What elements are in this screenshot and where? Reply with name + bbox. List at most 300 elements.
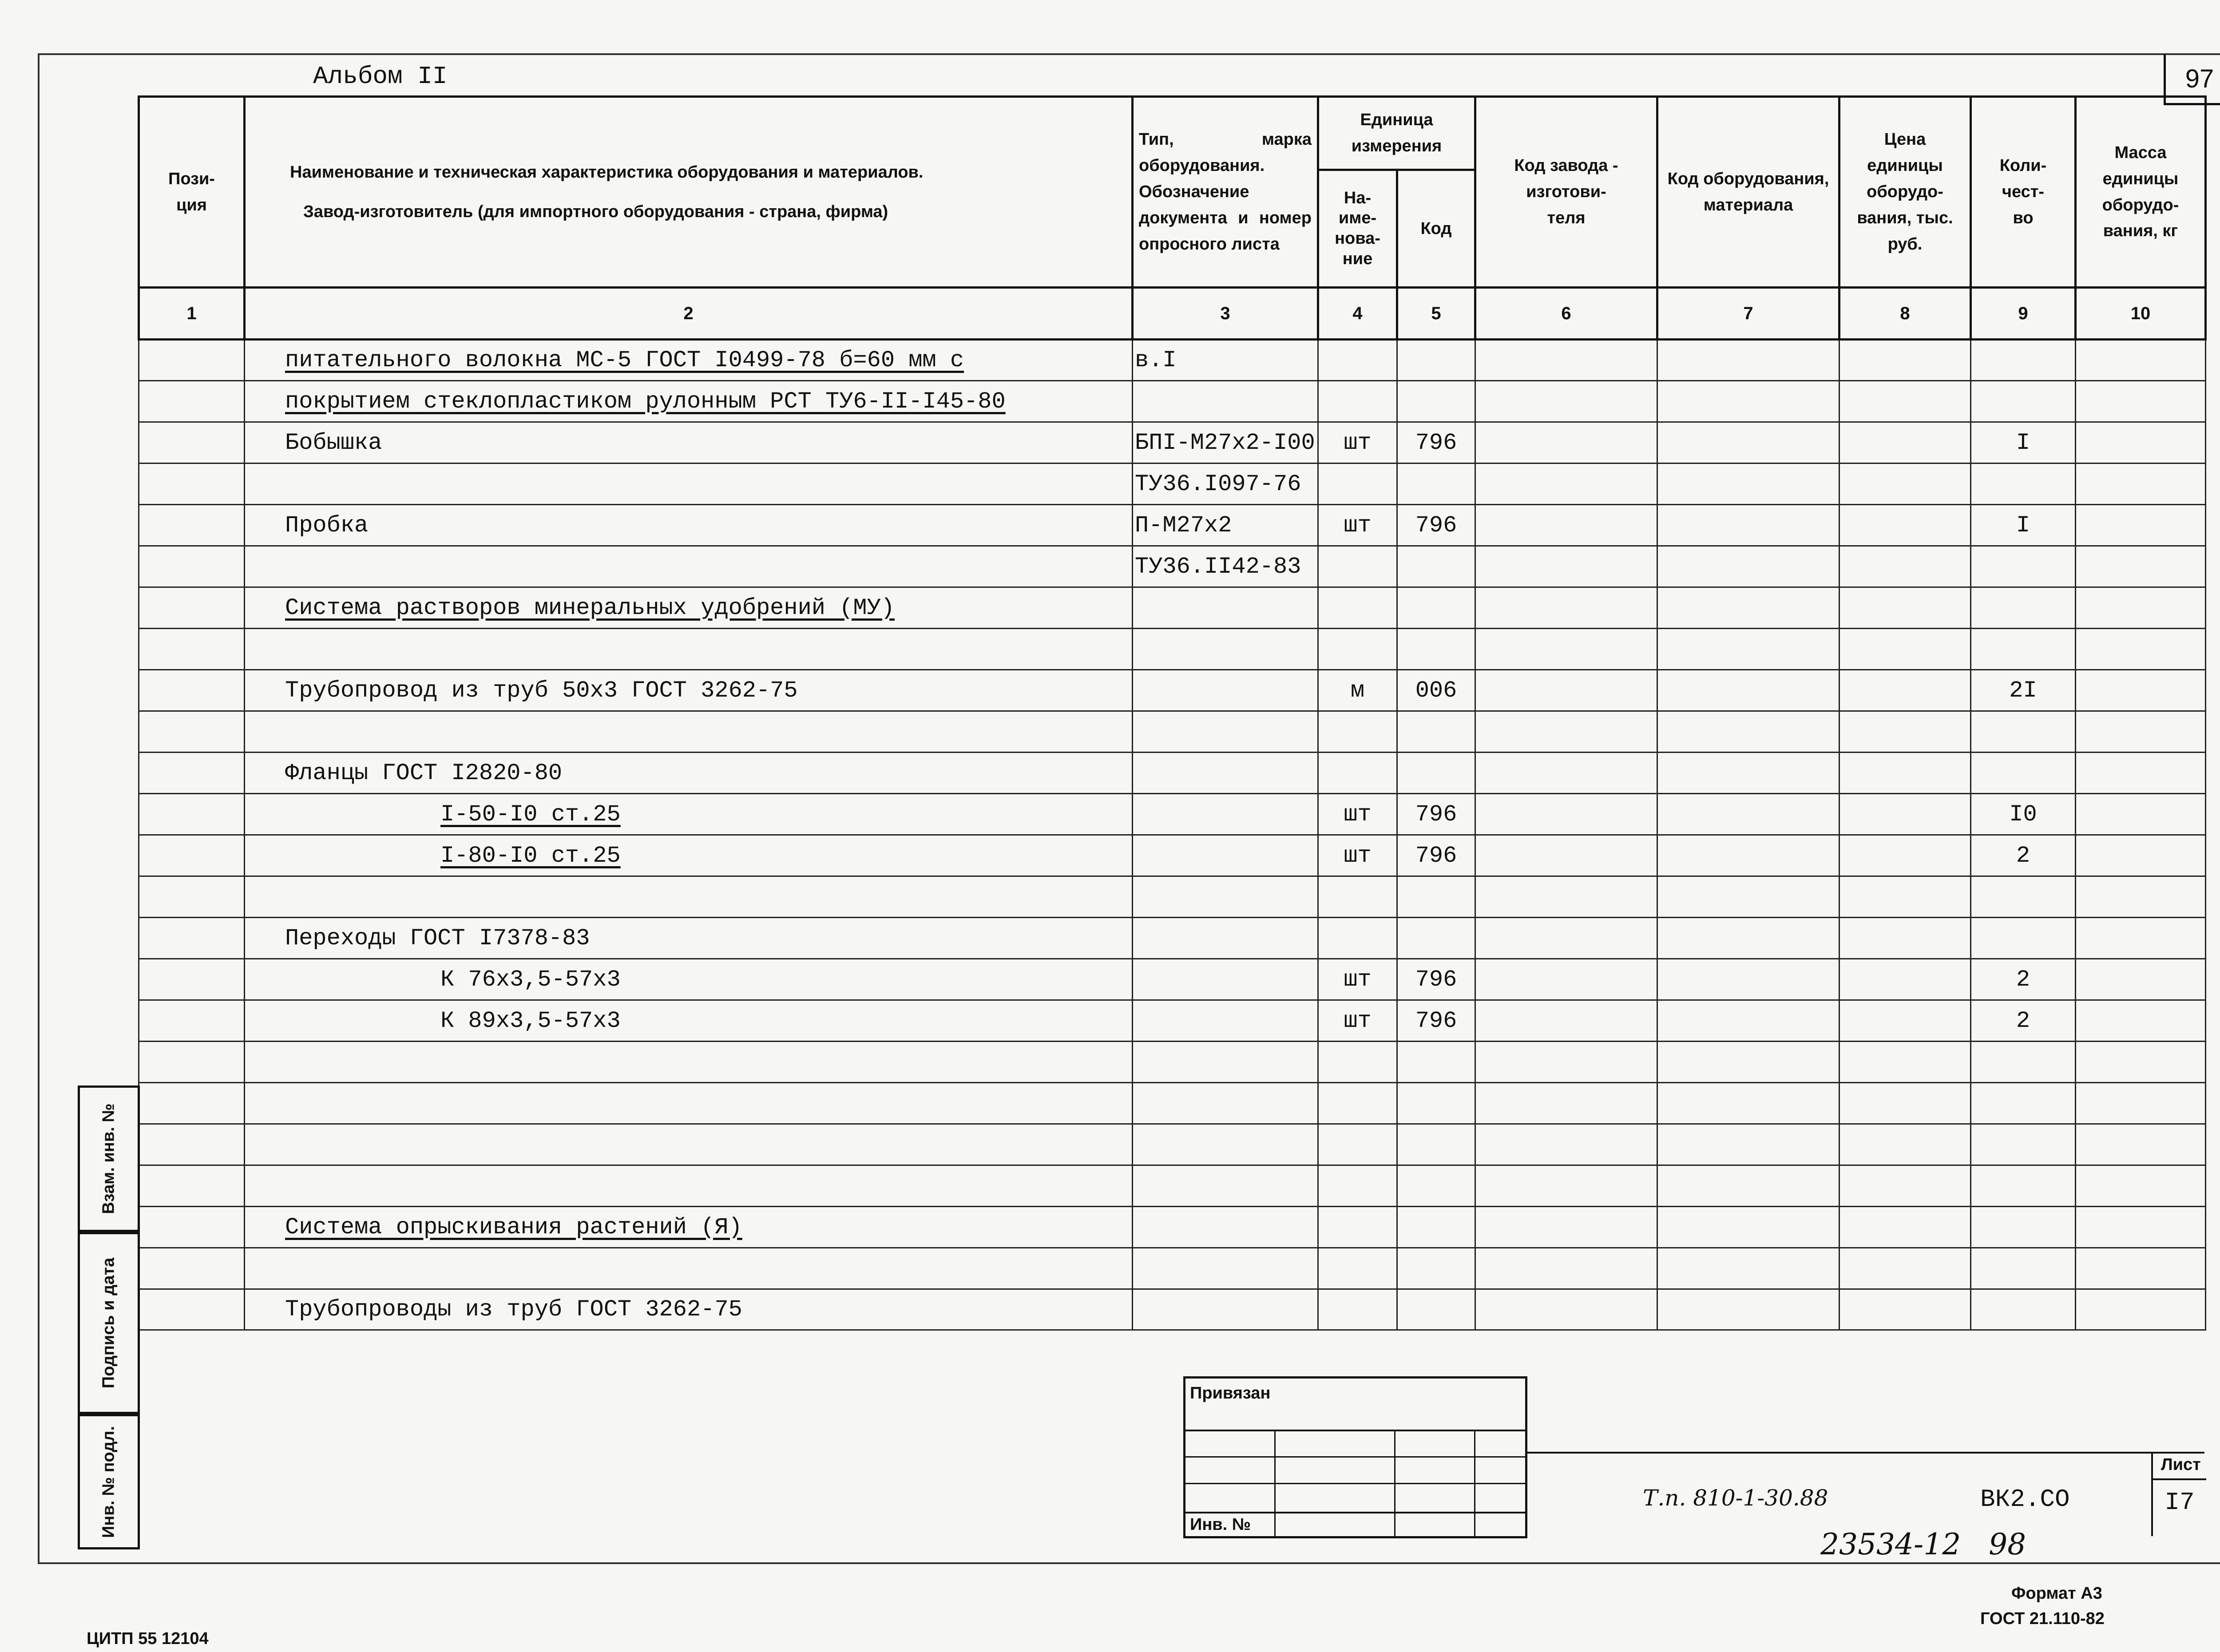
row-factory-code <box>1475 1289 1657 1330</box>
header-unit-code: Код <box>1397 170 1475 288</box>
row-unit <box>1318 629 1397 670</box>
row-mass <box>2076 546 2206 587</box>
row-name: I-50-I0 ст.25 <box>245 794 1133 835</box>
row-equipment-code <box>1657 587 1839 629</box>
row-factory-code <box>1475 587 1657 629</box>
row-name <box>245 546 1133 587</box>
row-factory-code <box>1475 1207 1657 1248</box>
row-price <box>1839 1124 1971 1165</box>
row-quantity <box>1971 1207 2076 1248</box>
row-mass <box>2076 1207 2206 1248</box>
specification-table <box>138 95 2207 1331</box>
row-unit: шт <box>1318 1000 1397 1042</box>
row-unit-code: 796 <box>1397 505 1475 546</box>
row-type <box>1133 876 1318 918</box>
row-factory-code <box>1475 1165 1657 1207</box>
row-mass <box>2076 959 2206 1000</box>
table-row <box>139 629 2206 670</box>
header-mass: Масса единицы оборудо- вания, кг <box>2076 97 2206 288</box>
row-equipment-code <box>1657 794 1839 835</box>
row-quantity <box>1971 1165 2076 1207</box>
row-unit-code <box>1397 753 1475 794</box>
row-price <box>1839 340 1971 381</box>
row-price <box>1839 629 1971 670</box>
row-factory-code <box>1475 629 1657 670</box>
row-factory-code <box>1475 1042 1657 1083</box>
side-label-replacement: Взам. инв. № <box>78 1085 140 1232</box>
row-position <box>139 1000 245 1042</box>
row-name <box>245 1083 1133 1124</box>
row-mass <box>2076 1248 2206 1289</box>
row-unit: шт <box>1318 794 1397 835</box>
row-position <box>139 381 245 422</box>
row-quantity <box>1971 1083 2076 1124</box>
row-quantity <box>1971 918 2076 959</box>
row-unit-code <box>1397 711 1475 753</box>
row-mass <box>2076 381 2206 422</box>
row-factory-code <box>1475 422 1657 464</box>
row-name: К 76х3,5-57х3 <box>245 959 1133 1000</box>
row-factory-code <box>1475 835 1657 876</box>
row-equipment-code <box>1657 1207 1839 1248</box>
row-unit-code <box>1397 1248 1475 1289</box>
row-type <box>1133 1289 1318 1330</box>
row-price <box>1839 959 1971 1000</box>
table-row <box>139 918 2206 959</box>
row-unit-code: 796 <box>1397 1000 1475 1042</box>
table-row <box>139 1083 2206 1124</box>
row-equipment-code <box>1657 711 1839 753</box>
inventory-label: Инв. № <box>1190 1515 1251 1534</box>
header-name-line1: Наименование и техническая характеристика оборудования и материалов. <box>290 162 924 182</box>
table-row <box>139 753 2206 794</box>
row-type <box>1133 794 1318 835</box>
row-equipment-code <box>1657 546 1839 587</box>
row-quantity <box>1971 464 2076 505</box>
row-type <box>1133 587 1318 629</box>
row-type <box>1133 1207 1318 1248</box>
row-price <box>1839 670 1971 711</box>
row-quantity: 2I <box>1971 670 2076 711</box>
row-position <box>139 918 245 959</box>
table-row <box>139 1165 2206 1207</box>
row-type <box>1133 629 1318 670</box>
row-position <box>139 753 245 794</box>
sheet-label: Лист <box>2161 1455 2201 1474</box>
linked-label: Привязан <box>1190 1384 1271 1402</box>
row-unit: шт <box>1318 422 1397 464</box>
row-position <box>139 422 245 464</box>
handwritten-number: 23534-12 98 <box>1820 1527 2026 1561</box>
row-unit <box>1318 1042 1397 1083</box>
row-factory-code <box>1475 876 1657 918</box>
row-type <box>1133 1042 1318 1083</box>
row-equipment-code <box>1657 1289 1839 1330</box>
row-mass <box>2076 422 2206 464</box>
row-mass <box>2076 1000 2206 1042</box>
row-price <box>1839 505 1971 546</box>
row-name <box>245 711 1133 753</box>
title-block-line <box>1527 1452 2204 1454</box>
row-mass <box>2076 876 2206 918</box>
row-mass <box>2076 587 2206 629</box>
row-unit-code <box>1397 1083 1475 1124</box>
row-unit: шт <box>1318 835 1397 876</box>
table-row <box>139 711 2206 753</box>
row-mass <box>2076 505 2206 546</box>
row-quantity: I <box>1971 505 2076 546</box>
row-type <box>1133 918 1318 959</box>
row-quantity <box>1971 587 2076 629</box>
row-factory-code <box>1475 753 1657 794</box>
row-name <box>245 1042 1133 1083</box>
col-num-5: 5 <box>1397 288 1475 340</box>
row-type <box>1133 753 1318 794</box>
sheet-box <box>2151 1452 2206 1536</box>
table-row <box>139 422 2206 464</box>
row-equipment-code <box>1657 505 1839 546</box>
row-unit-code <box>1397 1289 1475 1330</box>
row-price <box>1839 1248 1971 1289</box>
table-row <box>139 670 2206 711</box>
row-price <box>1839 1000 1971 1042</box>
row-price <box>1839 1083 1971 1124</box>
row-unit <box>1318 587 1397 629</box>
table-row <box>139 1289 2206 1330</box>
row-unit <box>1318 546 1397 587</box>
row-position <box>139 546 245 587</box>
row-position <box>139 711 245 753</box>
row-name <box>245 464 1133 505</box>
row-mass <box>2076 1289 2206 1330</box>
row-name: Система растворов минеральных удобрений (МУ) <box>245 587 1133 629</box>
row-quantity <box>1971 546 2076 587</box>
row-name: Трубопровод из труб 50х3 ГОСТ 3262-75 <box>245 670 1133 711</box>
row-position <box>139 670 245 711</box>
row-price <box>1839 464 1971 505</box>
row-price <box>1839 794 1971 835</box>
row-unit-code: 796 <box>1397 959 1475 1000</box>
header-quantity: Коли- чест- во <box>1971 97 2076 288</box>
row-position <box>139 1289 245 1330</box>
row-quantity <box>1971 876 2076 918</box>
row-factory-code <box>1475 1124 1657 1165</box>
row-type: ТУ36.I097-76 <box>1133 464 1318 505</box>
row-factory-code <box>1475 794 1657 835</box>
row-equipment-code <box>1657 876 1839 918</box>
row-equipment-code <box>1657 1042 1839 1083</box>
header-type: Тип, марка оборудования. Обозначение документа и номер опросного листа <box>1133 97 1318 288</box>
header-unit: Единица измерения <box>1318 97 1475 170</box>
row-unit-code <box>1397 1042 1475 1083</box>
table-row <box>139 587 2206 629</box>
col-num-1: 1 <box>139 288 245 340</box>
row-quantity <box>1971 1042 2076 1083</box>
row-type <box>1133 711 1318 753</box>
row-equipment-code <box>1657 670 1839 711</box>
row-position <box>139 505 245 546</box>
row-equipment-code <box>1657 464 1839 505</box>
row-name: Система опрыскивания растений (Я) <box>245 1207 1133 1248</box>
row-name <box>245 1248 1133 1289</box>
row-position <box>139 1083 245 1124</box>
row-factory-code <box>1475 546 1657 587</box>
row-type: БПI-М27х2-I00 <box>1133 422 1318 464</box>
table-row <box>139 340 2206 381</box>
row-quantity <box>1971 1124 2076 1165</box>
row-price <box>1839 422 1971 464</box>
table-row <box>139 1207 2206 1248</box>
row-position <box>139 1124 245 1165</box>
row-mass <box>2076 1165 2206 1207</box>
row-position <box>139 835 245 876</box>
row-quantity <box>1971 1248 2076 1289</box>
table-row <box>139 1124 2206 1165</box>
row-position <box>139 1042 245 1083</box>
row-equipment-code <box>1657 918 1839 959</box>
row-unit <box>1318 1248 1397 1289</box>
row-name: Фланцы ГОСТ I2820-80 <box>245 753 1133 794</box>
row-unit-code <box>1397 876 1475 918</box>
row-unit-code: 006 <box>1397 670 1475 711</box>
col-num-9: 9 <box>1971 288 2076 340</box>
column-number-row <box>139 288 2206 340</box>
row-unit-code <box>1397 629 1475 670</box>
row-equipment-code <box>1657 1165 1839 1207</box>
row-factory-code <box>1475 918 1657 959</box>
row-unit <box>1318 340 1397 381</box>
header-equipment-code: Код оборудования, материала <box>1657 97 1839 288</box>
row-unit <box>1318 753 1397 794</box>
row-equipment-code <box>1657 753 1839 794</box>
row-equipment-code <box>1657 1000 1839 1042</box>
row-name: Переходы ГОСТ I7378-83 <box>245 918 1133 959</box>
row-position <box>139 1165 245 1207</box>
row-type: в.I <box>1133 340 1318 381</box>
row-factory-code <box>1475 381 1657 422</box>
row-unit <box>1318 1289 1397 1330</box>
row-quantity <box>1971 340 2076 381</box>
row-price <box>1839 587 1971 629</box>
row-name: Пробка <box>245 505 1133 546</box>
col-num-2: 2 <box>245 288 1133 340</box>
row-type <box>1133 670 1318 711</box>
row-name <box>245 1165 1133 1207</box>
row-unit-code <box>1397 340 1475 381</box>
row-mass <box>2076 629 2206 670</box>
row-unit <box>1318 711 1397 753</box>
row-price <box>1839 711 1971 753</box>
row-position <box>139 794 245 835</box>
row-mass <box>2076 340 2206 381</box>
row-equipment-code <box>1657 340 1839 381</box>
table-row <box>139 1042 2206 1083</box>
row-unit <box>1318 1165 1397 1207</box>
row-unit-code <box>1397 1165 1475 1207</box>
row-mass <box>2076 464 2206 505</box>
header-unit-name: На- име- нова- ние <box>1318 170 1397 288</box>
row-unit <box>1318 1083 1397 1124</box>
row-quantity <box>1971 711 2076 753</box>
row-type <box>1133 1083 1318 1124</box>
row-unit-code <box>1397 1207 1475 1248</box>
row-unit-code <box>1397 918 1475 959</box>
row-factory-code <box>1475 711 1657 753</box>
row-quantity: 2 <box>1971 959 2076 1000</box>
row-type: ТУ36.II42-83 <box>1133 546 1318 587</box>
row-price <box>1839 835 1971 876</box>
row-quantity <box>1971 753 2076 794</box>
row-name: К 89х3,5-57х3 <box>245 1000 1133 1042</box>
row-price <box>1839 546 1971 587</box>
row-unit <box>1318 464 1397 505</box>
row-equipment-code <box>1657 1124 1839 1165</box>
row-unit: м <box>1318 670 1397 711</box>
row-factory-code <box>1475 340 1657 381</box>
side-label-inventory: Инв. № подл. <box>78 1414 140 1549</box>
row-mass <box>2076 918 2206 959</box>
row-unit <box>1318 918 1397 959</box>
row-position <box>139 1207 245 1248</box>
row-price <box>1839 1042 1971 1083</box>
col-num-7: 7 <box>1657 288 1839 340</box>
row-mass <box>2076 1042 2206 1083</box>
row-quantity: I <box>1971 422 2076 464</box>
row-name <box>245 1124 1133 1165</box>
row-name <box>245 876 1133 918</box>
format-label: Формат А3 <box>2011 1584 2102 1603</box>
row-price <box>1839 1165 1971 1207</box>
row-type <box>1133 1000 1318 1042</box>
row-unit-code <box>1397 464 1475 505</box>
project-designation: Т.п. 810-1-30.88 <box>1643 1485 1828 1511</box>
header-name-line2: Завод-изготовитель (для импортного оборудования - страна, фирма) <box>303 202 888 221</box>
row-quantity: 2 <box>1971 835 2076 876</box>
table-row <box>139 876 2206 918</box>
row-position <box>139 629 245 670</box>
row-position <box>139 340 245 381</box>
row-type <box>1133 1165 1318 1207</box>
row-equipment-code <box>1657 835 1839 876</box>
table-row <box>139 381 2206 422</box>
row-position <box>139 464 245 505</box>
table-header-row <box>139 97 2206 170</box>
row-price <box>1839 876 1971 918</box>
row-equipment-code <box>1657 629 1839 670</box>
album-title: Альбом II <box>313 62 448 91</box>
header-factory-code: Код завода - изготови- теля <box>1475 97 1657 288</box>
col-num-3: 3 <box>1133 288 1318 340</box>
row-price <box>1839 1207 1971 1248</box>
row-unit <box>1318 381 1397 422</box>
row-quantity: I0 <box>1971 794 2076 835</box>
row-name: питательного волокна МС-5 ГОСТ I0499-78 б=60 мм с <box>245 340 1133 381</box>
gost-label: ГОСТ 21.110-82 <box>1980 1609 2105 1628</box>
row-price <box>1839 381 1971 422</box>
table-row <box>139 505 2206 546</box>
row-position <box>139 1248 245 1289</box>
row-factory-code <box>1475 1000 1657 1042</box>
row-factory-code <box>1475 464 1657 505</box>
row-factory-code <box>1475 1083 1657 1124</box>
side-label-signature: Подпись и дата <box>78 1232 140 1414</box>
row-unit-code: 796 <box>1397 794 1475 835</box>
header-price: Цена единицы оборудо- вания, тыс. руб. <box>1839 97 1971 288</box>
table-row <box>139 464 2206 505</box>
row-factory-code <box>1475 1248 1657 1289</box>
table-row <box>139 794 2206 835</box>
row-unit-code: 796 <box>1397 422 1475 464</box>
sheet-number: I7 <box>2164 1488 2195 1517</box>
row-name: I-80-I0 ст.25 <box>245 835 1133 876</box>
page-number: 97 <box>2164 54 2220 105</box>
row-unit-code <box>1397 546 1475 587</box>
document-code: ВК2.СО <box>1980 1485 2070 1513</box>
row-equipment-code <box>1657 1083 1839 1124</box>
row-position <box>139 876 245 918</box>
row-quantity <box>1971 629 2076 670</box>
row-position <box>139 959 245 1000</box>
linked-stamp <box>1183 1376 1527 1538</box>
table-row <box>139 1248 2206 1289</box>
header-name <box>245 97 1133 288</box>
row-mass <box>2076 670 2206 711</box>
row-type <box>1133 1124 1318 1165</box>
table-row <box>139 1000 2206 1042</box>
row-equipment-code <box>1657 959 1839 1000</box>
table-row <box>139 959 2206 1000</box>
row-factory-code <box>1475 959 1657 1000</box>
row-quantity <box>1971 381 2076 422</box>
row-type <box>1133 959 1318 1000</box>
row-price <box>1839 1289 1971 1330</box>
row-equipment-code <box>1657 422 1839 464</box>
row-mass <box>2076 1083 2206 1124</box>
row-type <box>1133 835 1318 876</box>
row-position <box>139 587 245 629</box>
row-name: Трубопроводы из труб ГОСТ 3262-75 <box>245 1289 1133 1330</box>
row-unit <box>1318 1207 1397 1248</box>
row-mass <box>2076 711 2206 753</box>
row-quantity <box>1971 1289 2076 1330</box>
row-factory-code <box>1475 505 1657 546</box>
col-num-10: 10 <box>2076 288 2206 340</box>
col-num-6: 6 <box>1475 288 1657 340</box>
row-unit-code: 796 <box>1397 835 1475 876</box>
row-name <box>245 629 1133 670</box>
table-row <box>139 835 2206 876</box>
row-equipment-code <box>1657 381 1839 422</box>
row-type <box>1133 381 1318 422</box>
row-price <box>1839 753 1971 794</box>
table-row <box>139 546 2206 587</box>
col-num-8: 8 <box>1839 288 1971 340</box>
row-type: П-М27х2 <box>1133 505 1318 546</box>
row-factory-code <box>1475 670 1657 711</box>
row-price <box>1839 918 1971 959</box>
row-type <box>1133 1248 1318 1289</box>
header-position: Пози- ция <box>139 97 245 288</box>
row-unit: шт <box>1318 959 1397 1000</box>
row-unit-code <box>1397 587 1475 629</box>
row-name: Бобышка <box>245 422 1133 464</box>
row-mass <box>2076 1124 2206 1165</box>
row-name: покрытием стеклопластиком рулонным РСТ ТУ6-II-I45-80 <box>245 381 1133 422</box>
col-num-4: 4 <box>1318 288 1397 340</box>
print-mark: ЦИТП 55 12104 <box>87 1629 209 1648</box>
row-unit <box>1318 876 1397 918</box>
row-mass <box>2076 835 2206 876</box>
